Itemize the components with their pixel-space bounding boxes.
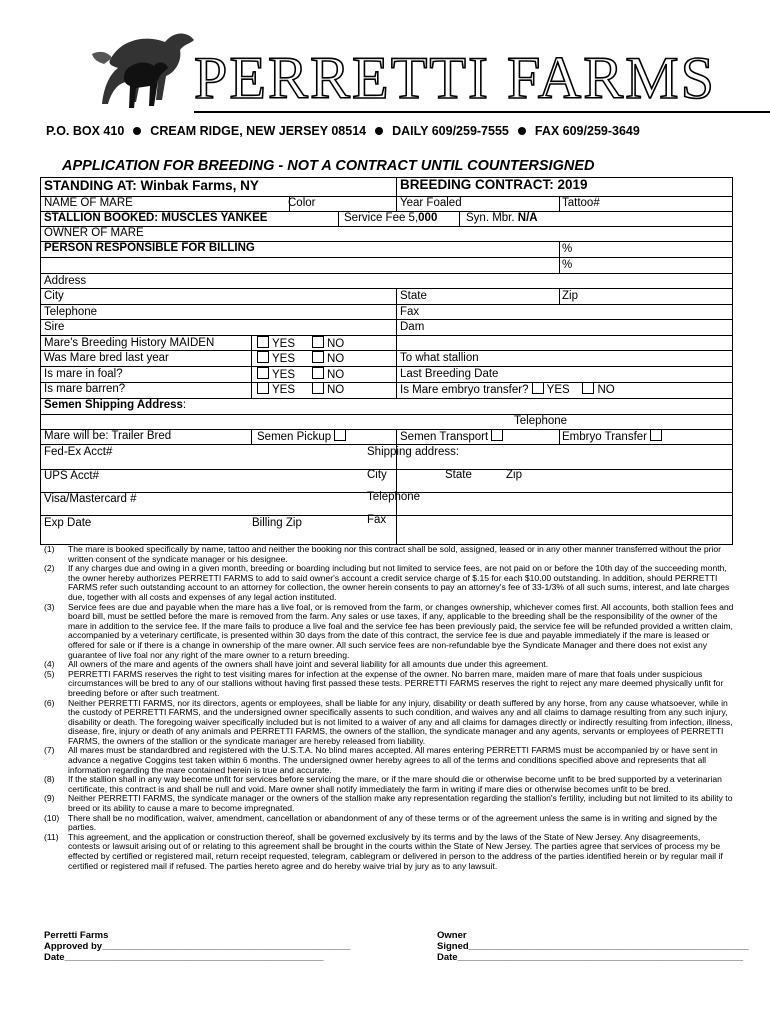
checkbox[interactable] — [491, 429, 503, 441]
telephone-label: Telephone — [44, 306, 98, 318]
checkbox[interactable] — [312, 351, 324, 363]
term-text: The mare is booked specifically by name, tattoo and neither the booking nor this contract shall be sold, assigned, leased or in any other manner transferred without the prior written consent of the syndicate manager or his designee. — [68, 544, 722, 564]
state-label: State — [400, 290, 427, 302]
term-item — [44, 794, 734, 813]
checkbox[interactable] — [257, 382, 269, 394]
logo-underline — [194, 111, 770, 113]
checkbox[interactable] — [334, 429, 346, 441]
term-text: All mares must be standardbred and registered with the U.S.T.A. No blind mares accepted. All mares entering PERRETTI FARMS must be accompanied by or have sent in advance a negative Coggins test taken within 6 months. The undersigned owner hereby agrees to all of the terms and conditions specified above and represents that all information regarding the mare contained herein is true and accurate. — [68, 745, 718, 775]
history-no[interactable]: NO — [312, 336, 344, 351]
owner-date-line[interactable]: Date______________________________________________________ — [437, 952, 743, 963]
term-text: All owners of the mare and agents of the owners shall have joint and several liability for all amounts due under this agreement. — [68, 659, 549, 670]
bred-last-year-label: Was Mare bred last year — [44, 352, 169, 364]
billing-zip-label: Billing Zip — [252, 517, 302, 529]
checkbox[interactable] — [312, 382, 324, 394]
barren-yes[interactable]: YES — [257, 382, 295, 397]
checkbox[interactable] — [257, 336, 269, 348]
owner-of-mare-label: OWNER OF MARE — [44, 227, 144, 239]
tattoo-label: Tattoo# — [562, 197, 600, 209]
term-text: If any charges due and owing in a given month, breeding or boarding including but not limited to service fees, are not paid on or before the 10th day of the succeeding month, the owner hereby authorizes PERRETTI FARMS to add to said owner's account a credit service charge of $.15 for each $10.00 outstanding. In addition, should PERRETTI FARMS refer such outstanding account to an attorney for collection, the owner herein consents to pay an attorney's fee of 33-1/3% of all such sums, interest, and late charges due, together with all costs and expenses of any legal action instituted. — [68, 563, 730, 602]
ship-telephone-label: Telephone — [367, 491, 421, 503]
ship-fax-label: Fax — [367, 514, 387, 526]
shipping-address-label: Shipping address: — [367, 446, 460, 458]
ship-state-label: State — [445, 469, 472, 481]
in-foal-label: Is mare in foal? — [44, 368, 123, 380]
term-number: (11) — [44, 831, 59, 842]
fedex-label: Fed-Ex Acct# — [44, 446, 113, 458]
exp-date-label: Exp Date — [44, 517, 92, 529]
syndicate-member: Syn. Mbr. N/A — [466, 212, 538, 224]
person-responsible-label: PERSON RESPONSIBLE FOR BILLING — [44, 242, 255, 254]
standing-at: STANDING AT: Winbak Farms, NY — [44, 178, 259, 193]
term-number: (6) — [44, 697, 55, 708]
term-number: (7) — [44, 745, 55, 756]
checkbox[interactable] — [257, 351, 269, 363]
foal-no[interactable]: NO — [312, 367, 344, 382]
address-label: Address — [44, 275, 87, 287]
term-item — [44, 564, 734, 602]
term-item — [44, 670, 734, 699]
term-number: (9) — [44, 793, 55, 804]
embryo-transfer-question: Is Mare embryo transfer? YES NO — [400, 384, 615, 396]
company-logo — [90, 20, 770, 120]
checkbox[interactable] — [312, 367, 324, 379]
po-box: P.O. BOX 410 — [46, 124, 125, 138]
term-text: There shall be no modification, waiver, amendment, cancellation or abandonment of any of these terms or of the agreement unless the same is in writing and signed by the parties. — [68, 812, 718, 833]
term-item — [44, 833, 734, 871]
signed-line[interactable]: Signed_____________________________________________________ — [437, 941, 749, 952]
term-item — [44, 545, 734, 564]
owner-signature-block — [437, 930, 749, 963]
checkbox[interactable] — [582, 382, 594, 394]
visa-label: Visa/Mastercard # — [44, 493, 137, 505]
barren-label: Is mare barren? — [44, 383, 126, 395]
bullet-icon — [518, 127, 526, 135]
fax-line: FAX 609/259-3649 — [534, 124, 640, 138]
horses-icon — [90, 20, 200, 115]
barren-no[interactable]: NO — [312, 382, 344, 397]
address-line: CREAM RIDGE, NEW JERSEY 08514 — [150, 124, 367, 138]
farm-signature-block — [44, 930, 350, 963]
bullet-icon — [375, 127, 383, 135]
breeding-contract-year: BREEDING CONTRACT: 2019 — [400, 177, 588, 192]
sire-label: Sire — [44, 321, 65, 333]
term-number: (8) — [44, 774, 55, 785]
stallion-booked: STALLION BOOKED: MUSCLES YANKEE — [44, 212, 268, 224]
dam-label: Dam — [400, 321, 425, 333]
foal-yes[interactable]: YES — [257, 367, 295, 382]
term-item — [44, 603, 734, 661]
term-text: If the stallion shall in any way become unfit for services before servicing the mare, or if the mare should die or otherwise become unfit to be bred supported by a veterinarian certificate, this contract is and shall be null and void. Mare owner shall notify immediately the farm in writing if mare dies or otherwise becomes unfit to be bred. — [68, 774, 722, 794]
owner-label: Owner — [437, 930, 467, 941]
phone-line: DAILY 609/259-7555 — [392, 124, 509, 138]
telephone-2-label: Telephone — [514, 415, 568, 427]
company-name: PERRETTI FARMS — [194, 45, 716, 111]
contact-line — [46, 124, 640, 138]
term-text: This agreement, and the application or construction thereof, shall be governed exclusively by its terms and by the laws of the State of New Jersey. Any disagreements, contests or lawsuit arising out of or relating to this agreement shall be brought in the courts within the State of New Jersey. The parties agree that services of process my be effected by certified or registered mail, return receipt requested, telegram, cablegram or delivered in person to the address of the parties identified herein or by regular mail if certified or registered mail if refused. The parties hereto agree and do hereby waive trial by jury as to any lawsuit. — [68, 831, 723, 871]
approved-by-line[interactable]: Approved by_______________________________________________ — [44, 941, 351, 952]
breeding-history-label: Mare's Breeding History MAIDEN — [44, 337, 215, 349]
term-text: Service fees are due and payable when the mare has a live foal, or is removed from the farm, or changes ownership, whichever comes first. All accounts, both stallion fees and board bill, must be settled before the mare is removed from the farm. Any sales or use taxes, if any, applicable to the breeding shall be the responsibility of the owner of the mare in addition to the service fee. If the mare fails to produce a live foal and the service fee has been previously paid, the service fee will be refunded provided a written claim, accompanied by a veterinary certificate, is presented within 30 days from the date of this contract, the service fee is due and payable immediately if the mare is leased or offered for sale or if there is a change in ownership of the mare owner. All such service fees are non-refundable bye the Syndicate Manager and there does not exist any guarantee of live foal nor any right of the mare owner to a return breeding. — [68, 601, 734, 660]
semen-shipping-label: Semen Shipping Address: — [44, 399, 187, 411]
semen-pickup-option[interactable]: Semen Pickup — [257, 429, 349, 444]
to-what-stallion-label: To what stallion — [400, 352, 479, 364]
ship-zip-label: Zip — [506, 469, 522, 481]
page-title: APPLICATION FOR BREEDING - NOT A CONTRACT UNTIL COUNTERSIGNED — [62, 158, 595, 174]
fax-label: Fax — [400, 306, 420, 318]
term-item — [44, 775, 734, 794]
checkbox[interactable] — [257, 367, 269, 379]
mare-will-be-label: Mare will be: Trailer Bred — [44, 430, 172, 442]
ship-city-label: City — [367, 469, 387, 481]
bullet-icon — [133, 127, 141, 135]
term-number: (4) — [44, 659, 55, 670]
zip-label: Zip — [562, 290, 578, 302]
term-item — [44, 814, 734, 833]
history-yes[interactable]: YES — [257, 336, 295, 351]
name-of-mare-label: NAME OF MARE — [44, 197, 133, 209]
last-breeding-date-label: Last Breeding Date — [400, 368, 499, 380]
embryo-transfer-option[interactable]: Embryo Transfer — [562, 429, 665, 444]
term-number: (1) — [44, 544, 55, 554]
checkbox[interactable] — [312, 336, 324, 348]
term-item — [44, 699, 734, 747]
terms-list — [44, 545, 734, 871]
percent-1: % — [562, 243, 573, 255]
percent-2: % — [562, 259, 573, 271]
bred-yes[interactable]: YES — [257, 351, 295, 366]
farm-date-line[interactable]: Date_________________________________________________ — [44, 952, 324, 963]
checkbox[interactable] — [532, 382, 544, 394]
term-number: (2) — [44, 563, 55, 574]
color-label: Color — [288, 197, 316, 209]
term-text: PERRETTI FARMS reserves the right to test visiting mares for infection at the expense of the owner. No barren mare, maiden mare of mare that foals under suspicious circumstances will be bred to any of our stallions without having first passed these tests. PERRETTI FARMS reserves the right to reject any mare deemed physically unfit for breeding before or after such treatment. — [68, 668, 724, 698]
term-number: (3) — [44, 601, 55, 612]
farm-name: Perretti Farms — [44, 930, 109, 941]
ups-label: UPS Acct# — [44, 470, 99, 482]
semen-transport-option[interactable]: Semen Transport — [400, 429, 506, 444]
city-label: City — [44, 290, 64, 302]
service-fee: Service Fee 5,000 — [344, 212, 438, 224]
term-number: (5) — [44, 668, 55, 679]
term-number: (10) — [44, 812, 60, 823]
term-item — [44, 746, 734, 775]
checkbox[interactable] — [650, 429, 662, 441]
term-text: Neither PERRETTI FARMS, nor its directors, agents or employees, shall be liable for any injury, disability or death suffered by any horse, from any cause whatsoever, while in the custody of PERRETTI FARMS, and the undersigned owner specifically assents to such condition, and waives any and all claims to damage resulting from any such injury, disability or death. The foregoing waiver specifically included but is not limited to a waiver of any and all claims for damages directly or indirectly resulting from infection, illness, disease, fire, injury or death of any animals and PERRETTI FARMS, the owners of the stallion, the syndicate manager and any agents, servants or employees of PERRETTI FARMS, the owners of the stallion or the syndicate manager are hereby released from liability. — [68, 697, 733, 746]
bred-no[interactable]: NO — [312, 351, 344, 366]
year-foaled-label: Year Foaled — [400, 197, 462, 209]
term-text: Neither PERRETTI FARMS, the syndicate manager or the owners of the stallion make any representation regarding the stallion's fertility, including but not limited to its ability to breed or its ability to cause a mare to become impregnated. — [68, 793, 733, 814]
